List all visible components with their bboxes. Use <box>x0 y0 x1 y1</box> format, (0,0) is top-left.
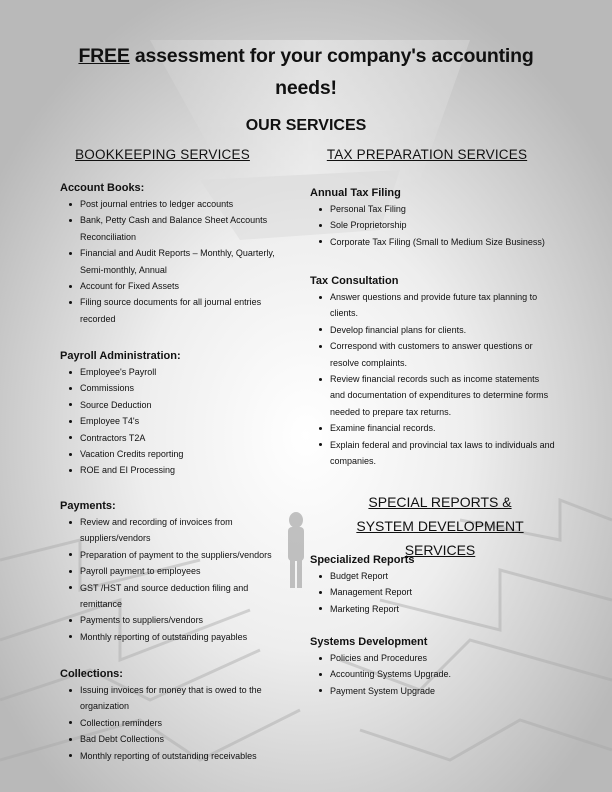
list-item: Correspond with customers to answer questions or resolve complaints. <box>330 338 555 371</box>
list-item: Bank, Petty Cash and Balance Sheet Accounts Reconciliation <box>80 212 285 245</box>
list-item: Account for Fixed Assets <box>80 278 285 294</box>
section-title: Annual Tax Filing <box>310 187 401 199</box>
annual-tax-filing-section <box>310 186 555 250</box>
list-item: Budget Report <box>330 568 555 584</box>
section-title: Systems Development <box>310 636 428 648</box>
specialized-reports-section <box>310 553 555 617</box>
list-item: Vacation Credits reporting <box>80 446 285 462</box>
list-item: Management Report <box>330 584 555 600</box>
bullet-list <box>60 364 285 479</box>
list-item: Payment System Upgrade <box>330 683 555 699</box>
bullet-list <box>310 201 555 250</box>
list-item: ROE and EI Processing <box>80 462 285 478</box>
list-item: Commissions <box>80 380 285 396</box>
headline <box>60 40 552 104</box>
list-item: GST /HST and source deduction filing and remittance <box>80 580 285 613</box>
collections-section <box>60 667 285 764</box>
list-item: Issuing invoices for money that is owed to the organization <box>80 682 285 715</box>
section-title: Account Books: <box>60 182 145 194</box>
account-books-section <box>60 181 285 327</box>
bullet-list <box>60 196 285 327</box>
section-title: Payments: <box>60 500 116 512</box>
list-item: Monthly reporting of outstanding receivables <box>80 748 285 764</box>
bookkeeping-heading: BOOKKEEPING SERVICES <box>75 147 250 162</box>
special-heading-line1: SPECIAL REPORTS & <box>368 494 512 510</box>
list-item: Policies and Procedures <box>330 650 555 666</box>
list-item: Develop financial plans for clients. <box>330 322 555 338</box>
bullet-list <box>60 682 285 764</box>
list-item: Monthly reporting of outstanding payables <box>80 629 285 645</box>
payroll-administration-section <box>60 349 285 479</box>
list-item: Bad Debt Collections <box>80 731 285 747</box>
list-item: Financial and Audit Reports – Monthly, Quarterly, Semi-monthly, Annual <box>80 245 285 278</box>
section-title: Tax Consultation <box>310 275 399 287</box>
list-item: Employee T4's <box>80 413 285 429</box>
list-item: Post journal entries to ledger accounts <box>80 196 285 212</box>
bullet-list <box>310 650 555 699</box>
systems-development-section <box>310 635 555 699</box>
payments-section <box>60 499 285 645</box>
tax-consultation-section <box>310 274 555 469</box>
list-item: Explain federal and provincial tax laws to individuals and companies. <box>330 437 555 470</box>
special-reports-heading <box>330 490 550 562</box>
tax-preparation-heading: TAX PREPARATION SERVICES <box>326 147 528 162</box>
list-item: Sole Proprietorship <box>330 217 555 233</box>
special-heading-line2: SYSTEM DEVELOPMENT SERVICES <box>356 518 524 558</box>
list-item: Accounting Systems Upgrade. <box>330 666 555 682</box>
list-item: Personal Tax Filing <box>330 201 555 217</box>
list-item: Review financial records such as income statements and documentation of expenditures to determine forms needed to prepare tax returns. <box>330 371 555 420</box>
services-title: OUR SERVICES <box>245 117 367 134</box>
list-item: Contractors T2A <box>80 430 285 446</box>
list-item: Corporate Tax Filing (Small to Medium Size Business) <box>330 234 555 250</box>
headline-text: assessment for your company's accounting needs! <box>129 45 534 99</box>
list-item: Payroll payment to employees <box>80 563 285 579</box>
list-item: Review and recording of invoices from suppliers/vendors <box>80 514 285 547</box>
bullet-list <box>60 514 285 645</box>
section-title: Specialized Reports <box>310 554 415 566</box>
headline-free: FREE <box>78 45 130 67</box>
section-title: Payroll Administration: <box>60 350 181 362</box>
list-item: Collection reminders <box>80 715 285 731</box>
list-item: Examine financial records. <box>330 420 555 436</box>
list-item: Preparation of payment to the suppliers/vendors <box>80 547 285 563</box>
list-item: Filing source documents for all journal entries recorded <box>80 294 285 327</box>
list-item: Marketing Report <box>330 601 555 617</box>
list-item: Answer questions and provide future tax planning to clients. <box>330 289 555 322</box>
list-item: Source Deduction <box>80 397 285 413</box>
bullet-list <box>310 568 555 617</box>
list-item: Employee's Payroll <box>80 364 285 380</box>
bullet-list <box>310 289 555 469</box>
list-item: Payments to suppliers/vendors <box>80 612 285 628</box>
section-title: Collections: <box>60 668 123 680</box>
